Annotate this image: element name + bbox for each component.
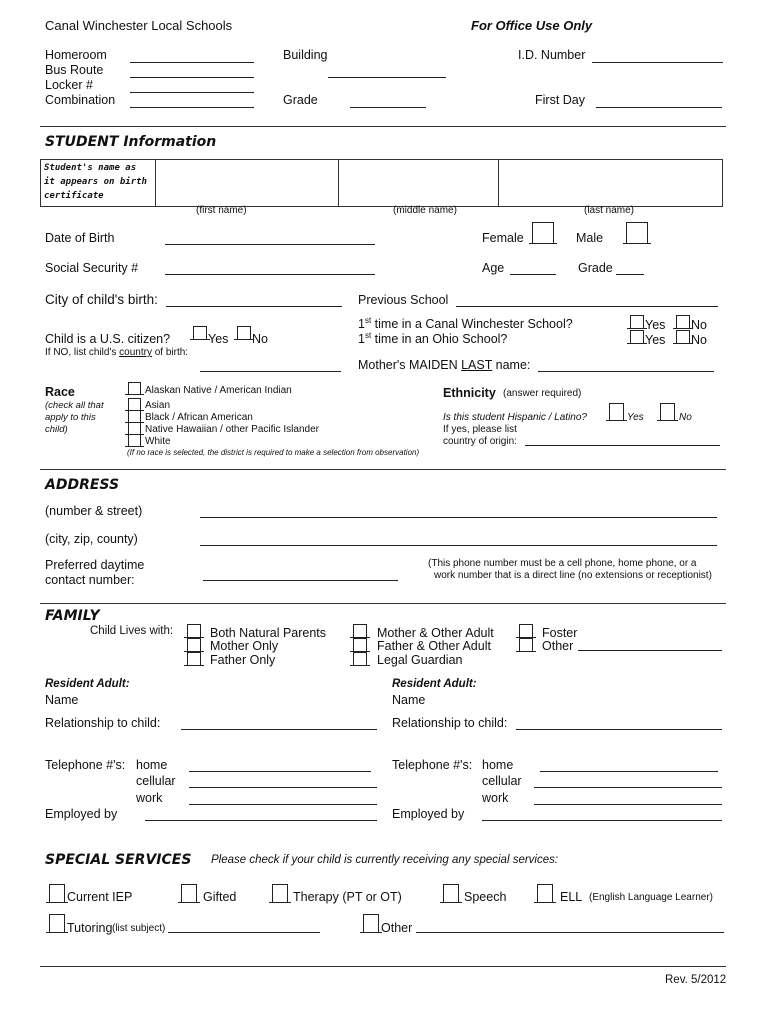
ssn-field[interactable] — [165, 274, 375, 275]
combination-field[interactable] — [130, 107, 254, 108]
tutoring-label: Tutoring — [67, 921, 113, 935]
age-label: Age — [482, 261, 505, 275]
ell-checkbox[interactable] — [537, 884, 553, 903]
race-note: apply to this — [45, 412, 96, 423]
employed-label: Employed by — [392, 807, 465, 821]
iep-checkbox[interactable] — [49, 884, 65, 903]
mother-maiden-label: Mother's MAIDEN LAST name: — [358, 358, 531, 372]
first-day-field[interactable] — [596, 107, 722, 108]
yes-label: Yes — [208, 332, 229, 346]
country-birth-label: If NO, list child's country of birth: — [45, 347, 189, 358]
lives-with-option: Mother & Other Adult — [377, 626, 494, 640]
first-time-cw-label: 1st time in a Canal Winchester School? — [358, 316, 573, 332]
office-use-heading: For Office Use Only — [471, 18, 593, 33]
yes-label: Yes — [645, 333, 666, 347]
first-name-caption: (first name) — [196, 205, 247, 216]
male-label: Male — [576, 231, 604, 245]
id-number-field[interactable] — [592, 62, 723, 63]
race-option: White — [145, 436, 171, 447]
grade-label: Grade — [283, 93, 318, 107]
citizen-label: Child is a U.S. citizen? — [45, 332, 171, 346]
cell-phone-field[interactable] — [189, 787, 377, 788]
telephone-label: Telephone #'s: — [45, 758, 126, 772]
race-note: (check all that — [45, 400, 104, 411]
home-phone-field[interactable] — [540, 771, 718, 772]
other-field[interactable] — [578, 650, 722, 651]
relationship-field[interactable] — [516, 729, 722, 730]
building-label: Building — [283, 48, 328, 62]
tutoring-note: (list subject) — [112, 923, 166, 934]
relationship-label: Relationship to child: — [392, 716, 508, 730]
if-yes-label: If yes, please list — [443, 424, 517, 435]
city-birth-label: City of child's birth: — [45, 292, 158, 307]
lives-with-checkbox[interactable] — [353, 638, 367, 652]
school-name: Canal Winchester Local Schools — [45, 18, 233, 33]
family-heading: FAMILY — [45, 608, 100, 624]
lives-with-checkbox[interactable] — [519, 638, 533, 652]
revision-label: Rev. 5/2012 — [665, 974, 727, 986]
work-phone-field[interactable] — [189, 804, 377, 805]
work-label: work — [482, 791, 509, 805]
gifted-checkbox[interactable] — [181, 884, 197, 903]
phone-label: Preferred daytime — [45, 558, 145, 572]
race-option: Asian — [145, 400, 171, 411]
homeroom-field[interactable] — [130, 62, 254, 63]
cellular-label: cellular — [136, 774, 176, 788]
phone-label: contact number: — [45, 573, 135, 587]
homeroom-label: Homeroom — [45, 48, 107, 62]
phone-note: work number that is a direct line (no extensions or receptionist) — [434, 570, 712, 581]
name-label: Name — [45, 693, 79, 707]
race-note: child) — [45, 424, 68, 435]
last-name-cell[interactable] — [499, 160, 723, 207]
race-footnote: (If no race is selected, the district is required to make a selection from observation) — [127, 448, 420, 457]
race-checkbox[interactable] — [128, 382, 141, 395]
first-time-cw-yes-checkbox[interactable] — [630, 315, 644, 329]
other-service-label: Other — [381, 921, 413, 935]
work-label: work — [136, 791, 163, 805]
first-day-label: First Day — [535, 93, 585, 107]
bus-route-field[interactable] — [130, 77, 254, 78]
relationship-field[interactable] — [181, 729, 377, 730]
lives-with-checkbox[interactable] — [519, 624, 533, 638]
city-zip-label: (city, zip, county) — [45, 532, 138, 546]
other-service-checkbox[interactable] — [363, 914, 379, 933]
race-option: Native Hawaiian / other Pacific Islander — [145, 424, 319, 435]
student-grade-field[interactable] — [616, 274, 644, 275]
lives-with-checkbox[interactable] — [187, 624, 201, 638]
citizen-yes-checkbox[interactable] — [193, 326, 207, 340]
lives-with-option: Other — [542, 639, 574, 653]
work-phone-field[interactable] — [534, 804, 722, 805]
lives-with-option: Legal Guardian — [377, 653, 463, 667]
services-instruction: Please check if your child is currently receiving any special services: — [211, 854, 559, 866]
female-label: Female — [482, 231, 524, 245]
cell-phone-field[interactable] — [534, 787, 722, 788]
hispanic-question: Is this student Hispanic / Latino? — [443, 412, 587, 423]
hispanic-yes-label: Yes — [627, 412, 644, 423]
first-time-ohio-yes-checkbox[interactable] — [630, 330, 644, 344]
phone-field[interactable] — [203, 580, 398, 581]
lives-with-checkbox[interactable] — [353, 652, 367, 666]
relationship-label: Relationship to child: — [45, 716, 161, 730]
ethnicity-required: (answer required) — [503, 388, 582, 399]
divider — [40, 126, 726, 127]
race-checkbox[interactable] — [128, 434, 141, 447]
student-info-heading: STUDENT Information — [45, 134, 217, 150]
no-label: No — [252, 332, 268, 346]
locker-label: Locker # — [45, 78, 93, 92]
first-name-cell[interactable] — [156, 160, 339, 207]
tutoring-subject-field[interactable] — [168, 932, 320, 933]
lives-with-checkbox[interactable] — [353, 624, 367, 638]
home-label: home — [136, 758, 168, 772]
race-label: Race — [45, 385, 75, 399]
first-time-ohio-label: 1st time in an Ohio School? — [358, 331, 508, 347]
ethnicity-label: Ethnicity — [443, 386, 496, 400]
ell-note: (English Language Learner) — [589, 892, 713, 903]
street-label: (number & street) — [45, 504, 143, 518]
divider — [40, 603, 726, 604]
name-label: Name — [392, 693, 426, 707]
country-origin-label: country of origin: — [443, 436, 517, 447]
hispanic-yes-checkbox[interactable] — [609, 403, 624, 421]
first-time-ohio-no-checkbox[interactable] — [676, 330, 690, 344]
hispanic-no-checkbox[interactable] — [660, 403, 675, 421]
iep-label: Current IEP — [67, 890, 133, 904]
country-origin-field[interactable] — [525, 445, 720, 446]
street-field[interactable] — [200, 517, 717, 518]
lives-with-checkbox[interactable] — [187, 638, 201, 652]
race-option: Black / African American — [145, 412, 253, 423]
employed-label: Employed by — [45, 807, 118, 821]
special-services-heading: SPECIAL SERVICES — [45, 852, 192, 868]
dob-label: Date of Birth — [45, 231, 115, 245]
student-grade-label: Grade — [578, 261, 613, 275]
speech-checkbox[interactable] — [443, 884, 459, 903]
city-birth-field[interactable] — [166, 306, 342, 307]
home-label: home — [482, 758, 514, 772]
employed-field[interactable] — [145, 820, 377, 821]
dob-field[interactable] — [165, 244, 375, 245]
no-label: No — [691, 333, 707, 347]
race-option: Alaskan Native / American Indian — [145, 385, 292, 396]
speech-label: Speech — [464, 890, 507, 904]
lives-with-option: Father & Other Adult — [377, 639, 491, 653]
last-name-caption: (last name) — [584, 205, 635, 216]
other-service-field[interactable] — [416, 932, 724, 933]
resident-adult-heading: Resident Adult: — [45, 678, 130, 690]
previous-school-field[interactable] — [456, 306, 718, 307]
resident-adult-heading: Resident Adult: — [392, 678, 477, 690]
first-time-cw-no-checkbox[interactable] — [676, 315, 690, 329]
lives-with-option: Foster — [542, 626, 578, 640]
building-field[interactable] — [328, 77, 446, 78]
bus-route-label: Bus Route — [45, 63, 104, 77]
citizen-no-checkbox[interactable] — [237, 326, 251, 340]
employed-field[interactable] — [482, 820, 722, 821]
telephone-label: Telephone #'s: — [392, 758, 473, 772]
combination-label: Combination — [45, 93, 116, 107]
lives-with-checkbox[interactable] — [187, 652, 201, 666]
id-number-label: I.D. Number — [518, 48, 586, 62]
ell-label: ELL — [560, 890, 583, 904]
yes-label: Yes — [645, 318, 666, 332]
female-checkbox[interactable] — [532, 222, 554, 244]
mother-maiden-field[interactable] — [538, 371, 714, 372]
ssn-label: Social Security # — [45, 261, 139, 275]
hispanic-no-label: No — [679, 412, 692, 423]
lives-with-label: Child Lives with: — [90, 625, 174, 637]
previous-school-label: Previous School — [358, 293, 449, 307]
student-name-label: Student's name as it appears on birth certificate — [41, 160, 156, 207]
city-zip-field[interactable] — [200, 545, 717, 546]
phone-note: (This phone number must be a cell phone, home phone, or a — [428, 558, 697, 569]
home-phone-field[interactable] — [189, 771, 371, 772]
male-checkbox[interactable] — [626, 222, 648, 244]
tutoring-checkbox[interactable] — [49, 914, 65, 933]
office-grade-field[interactable] — [350, 107, 426, 108]
cellular-label: cellular — [482, 774, 522, 788]
age-field[interactable] — [510, 274, 556, 275]
middle-name-caption: (middle name) — [393, 205, 457, 216]
address-heading: ADDRESS — [45, 477, 120, 493]
therapy-checkbox[interactable] — [272, 884, 288, 903]
student-name-table — [40, 159, 723, 207]
divider — [40, 469, 726, 470]
lives-with-option: Father Only — [210, 653, 276, 667]
therapy-label: Therapy (PT or OT) — [293, 890, 402, 904]
country-birth-field[interactable] — [200, 371, 341, 372]
lives-with-option: Mother Only — [210, 639, 279, 653]
no-label: No — [691, 318, 707, 332]
divider — [40, 966, 726, 967]
lives-with-option: Both Natural Parents — [210, 626, 327, 640]
gifted-label: Gifted — [203, 890, 237, 904]
middle-name-cell[interactable] — [339, 160, 499, 207]
locker-field[interactable] — [130, 92, 254, 93]
